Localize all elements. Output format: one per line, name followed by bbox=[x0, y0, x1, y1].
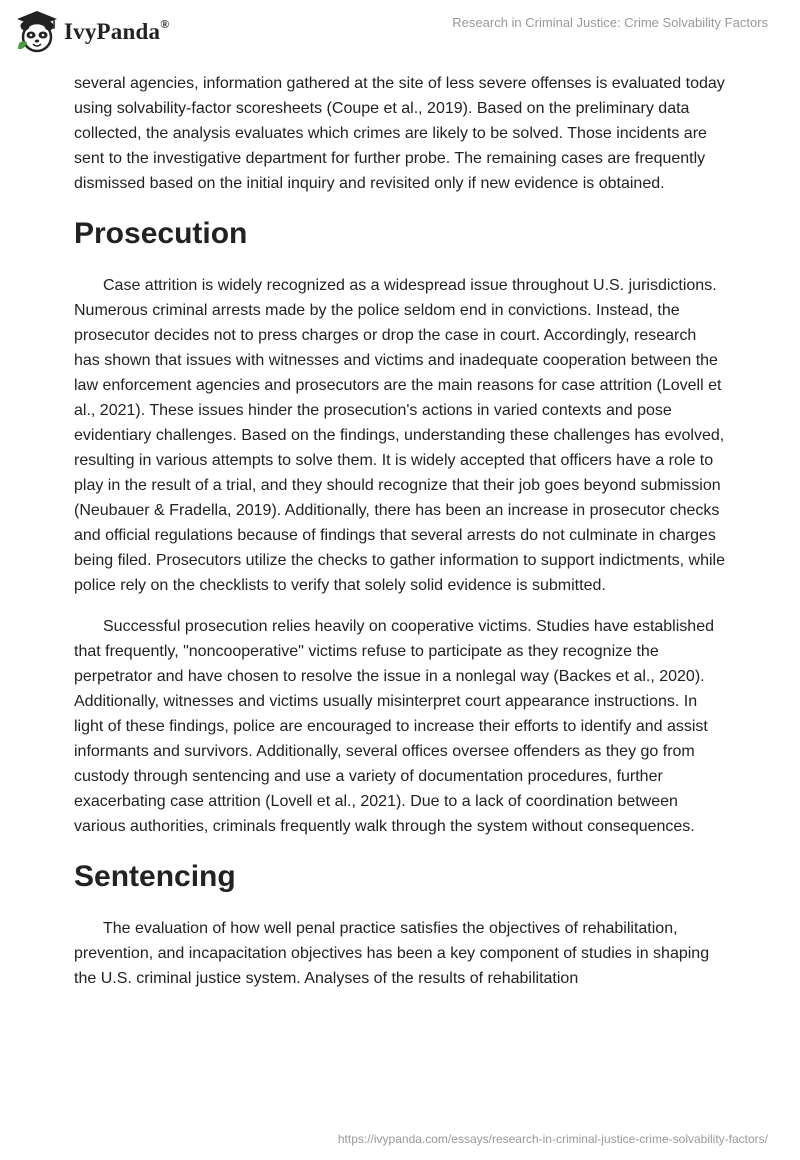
sentencing-paragraph-1: The evaluation of how well penal practice satisfies the objectives of rehabilitation, prevention, and incapacitation objectives has been a key component of studies in shaping the U.S. criminal justice system. Analyses of the results of rehabilitation bbox=[74, 920, 710, 987]
running-title: Research in Criminal Justice: Crime Solvability Factors bbox=[452, 15, 768, 30]
brand-name: IvyPanda® bbox=[64, 17, 170, 44]
page-header bbox=[0, 0, 800, 66]
section-heading-prosecution: Prosecution bbox=[74, 217, 248, 250]
ivypanda-logo[interactable] bbox=[14, 9, 169, 55]
source-url: https://ivypanda.com/essays/research-in-criminal-justice-crime-solvability-factors/ bbox=[337, 1132, 768, 1146]
panda-graduate-icon bbox=[14, 9, 60, 55]
registered-mark: ® bbox=[160, 17, 170, 31]
prosecution-paragraph-1: Case attrition is widely recognized as a widespread issue throughout U.S. jurisdictions. Numerous criminal arrests made by the police seldom end in convictions. Instead, the prosecutor decides not to press charges or drop the case in court. Accordingly, research has shown that issues with witnesses and victims and inadequate cooperation between the law enforcement agencies and prosecutors are the main reasons for case attrition (Lovell et al., 2021). These issues hinder the prosecution's actions in varied contexts and pose evidentiary challenges. Based on the findings, understanding these challenges has evolved, resulting in various attempts to solve them. It is widely accepted that officers have a role to play in the result of a trial, and they should recognize that their job goes beyond submission (Neubauer & Fradella, 2019). Additionally, there has been an increase in prosecutor checks and official regulations because of findings that several arrests do not culminate in charges being filed. Prosecutors utilize the checks to gather information to support indictments, while police rely on the checklists to verify that solely solid evidence is submitted. bbox=[74, 277, 725, 594]
section-heading-sentencing: Sentencing bbox=[74, 860, 236, 893]
prosecution-paragraph-2: Successful prosecution relies heavily on cooperative victims. Studies have established that frequently, "noncooperative" victims refuse to participate as they recognize the perpetrator and have chosen to resolve the issue in a nonlegal way (Backes et al., 2020). Additionally, witnesses and victims usually misinterpret court appearance instructions. In light of these findings, police are encouraged to increase their efforts to identify and assist informants and survivors. Additionally, several offices oversee offenders as they go from custody through sentencing and use a variety of documentation procedures, further exacerbating case attrition (Lovell et al., 2021). Due to a lack of coordination between various authorities, criminals frequently walk through the system without consequences. bbox=[74, 618, 714, 835]
intro-paragraph: several agencies, information gathered at the site of less severe offenses is evaluated today using solvability-factor scoresheets (Coupe et al., 2019). Based on the preliminary data collected, the analysis evaluates which crimes are likely to be solved. Those incidents are sent to the investigative department for further probe. The remaining cases are frequently dismissed based on the initial inquiry and revisited only if new evidence is obtained. bbox=[74, 75, 725, 192]
essay-content bbox=[74, 71, 726, 1007]
